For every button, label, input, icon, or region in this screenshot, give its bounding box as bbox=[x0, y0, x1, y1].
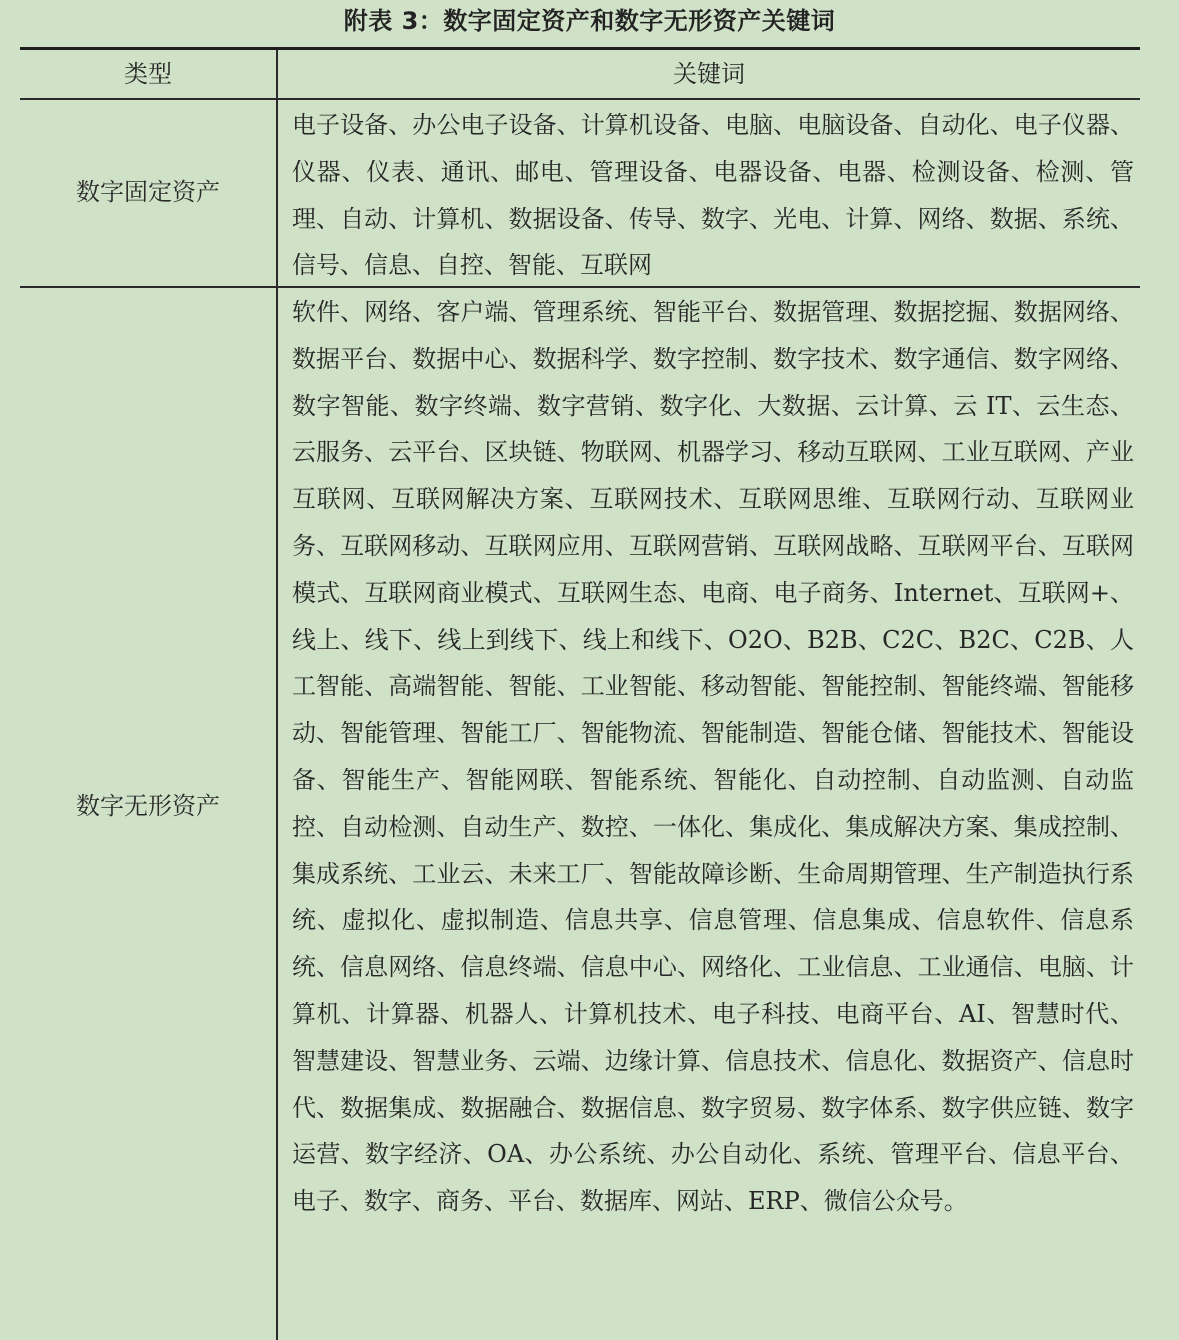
row-keywords-fixed-assets: 电子设备、办公电子设备、计算机设备、电脑、电脑设备、自动化、电子仪器、仪器、仪表、通讯、邮电、管理设备、电器设备、电器、检测设备、检测、管理、自动、计算机、数据设备、传导、数字、光电、计算、网络、数据、系统、信号、信息、自控、智能、互联网 bbox=[292, 111, 1134, 280]
row-type-intangible-assets: 数字无形资产 bbox=[76, 792, 220, 820]
header-keywords: 关键词 bbox=[673, 60, 745, 88]
row-type-fixed-assets: 数字固定资产 bbox=[76, 178, 220, 206]
keyword-table bbox=[20, 47, 1140, 1337]
header-rule bbox=[20, 98, 1140, 100]
row-divider-rule bbox=[20, 286, 1140, 288]
table-caption: 附表 3：数字固定资产和数字无形资产关键词 bbox=[343, 7, 836, 35]
row-keywords-intangible-assets: 软件、网络、客户端、管理系统、智能平台、数据管理、数据挖掘、数据网络、数据平台、数据中心、数据科学、数字控制、数字技术、数字通信、数字网络、数字智能、数字终端、数字营销、数字化、大数据、云计算、云 IT、云生态、云服务、云平台、区块链、物联网、机器学习、移动互联网、工业互联网、产业互联网、互联网解决方案、互联网技术、互联网思维、互联网行动、互联网业务、互联网移动、互联网应用、互联网营销、互联网战略、互联网平台、互联网模式、互联网商业模式、互联网生态、电商、电子商务、Internet、互联网+、线上、线下、线上到线下、线上和线下、O2O、B2B、C2C、B2C、C2B、人工智能、高端智能、智能、工业智能、移动智能、智能控制、智能终端、智能移动、智能管理、智能工厂、智能物流、智能制造、智能仓储、智能技术、智能设备、智能生产、智能网联、智能系统、智能化、自动控制、自动监测、自动监控、自动检测、自动生产、数控、一体化、集成化、集成解决方案、集成控制、集成系统、工业云、未来工厂、智能故障诊断、生命周期管理、生产制造执行系统、虚拟化、虚拟制造、信息共享、信息管理、信息集成、信息软件、信息系统、信息网络、信息终端、信息中心、网络化、工业信息、工业通信、电脑、计算机、计算器、机器人、计算机技术、电子科技、电商平台、AI、智慧时代、智慧建设、智慧业务、云端、边缘计算、信息技术、信息化、数据资产、信息时代、数据集成、数据融合、数据信息、数字贸易、数字体系、数字供应链、数字运营、数字经济、OA、办公系统、办公自动化、系统、管理平台、信息平台、电子、数字、商务、平台、数据库、网站、ERP、微信公众号。 bbox=[292, 298, 1134, 1216]
column-divider bbox=[276, 50, 278, 1340]
header-type: 类型 bbox=[124, 60, 172, 88]
